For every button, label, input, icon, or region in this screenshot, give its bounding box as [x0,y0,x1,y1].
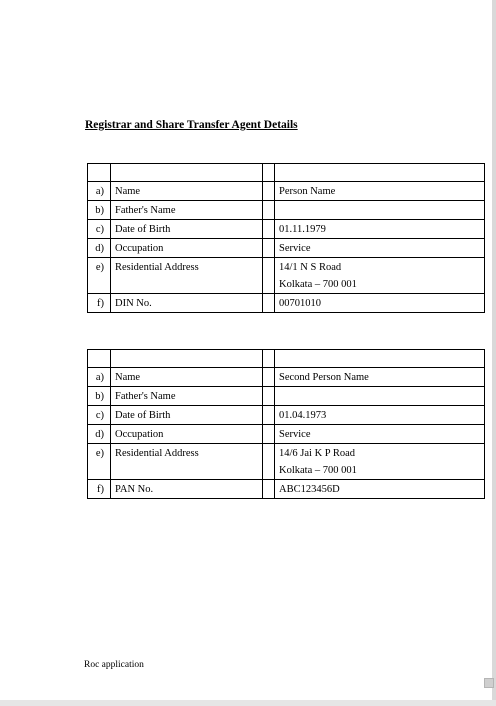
page-edge-bottom [0,700,496,706]
table-row [88,387,485,406]
row-label: Occupation [111,239,263,258]
row-value: Service [275,239,485,258]
row-index: c) [88,406,111,425]
table-row [88,239,485,258]
page-footer: Roc application [84,660,144,670]
row-label: Occupation [111,425,263,444]
row-label: Name [111,182,263,201]
row-index: e) [88,444,111,480]
row-index: f) [88,294,111,313]
row-index: f) [88,480,111,499]
details-table-1-body [88,164,485,313]
row-index: d) [88,425,111,444]
row-value: Second Person Name [275,368,485,387]
address-line-2: Kolkata – 700 001 [279,465,357,476]
row-value: Person Name [275,182,485,201]
row-index: b) [88,387,111,406]
section-heading: Registrar and Share Transfer Agent Details [85,119,298,131]
row-label: Date of Birth [111,220,263,239]
row-value [275,201,485,220]
resize-handle-icon[interactable] [484,678,494,688]
row-value: Service [275,425,485,444]
row-label: Residential Address [111,444,263,480]
table-row [88,444,485,480]
table-row [88,425,485,444]
row-label: Name [111,368,263,387]
address-line-2: Kolkata – 700 001 [279,279,357,290]
table-row [88,220,485,239]
row-value: 01.11.1979 [275,220,485,239]
row-index: c) [88,220,111,239]
row-label: Date of Birth [111,406,263,425]
table-header-row [88,350,485,368]
table-row [88,368,485,387]
row-value-address [275,258,485,294]
row-label: Father's Name [111,387,263,406]
row-value: 00701010 [275,294,485,313]
details-table-2-body [88,350,485,499]
address-line-1: 14/6 Jai K P Road [279,448,356,459]
row-index: d) [88,239,111,258]
table-row [88,182,485,201]
row-index: b) [88,201,111,220]
details-table-2 [87,349,485,499]
table-row [88,480,485,499]
row-label: Father's Name [111,201,263,220]
table-row [88,258,485,294]
row-index: a) [88,182,111,201]
row-value [275,387,485,406]
row-value: 01.04.1973 [275,406,485,425]
address-line-1: 14/1 N S Road [279,262,342,273]
page-edge-right [492,0,496,706]
details-table-1 [87,163,485,313]
table-row [88,294,485,313]
row-label: Residential Address [111,258,263,294]
table-header-row [88,164,485,182]
row-index: e) [88,258,111,294]
table-row [88,201,485,220]
row-value-address [275,444,485,480]
table-row [88,406,485,425]
row-label: DIN No. [111,294,263,313]
row-label: PAN No. [111,480,263,499]
row-value: ABC123456D [275,480,485,499]
row-index: a) [88,368,111,387]
